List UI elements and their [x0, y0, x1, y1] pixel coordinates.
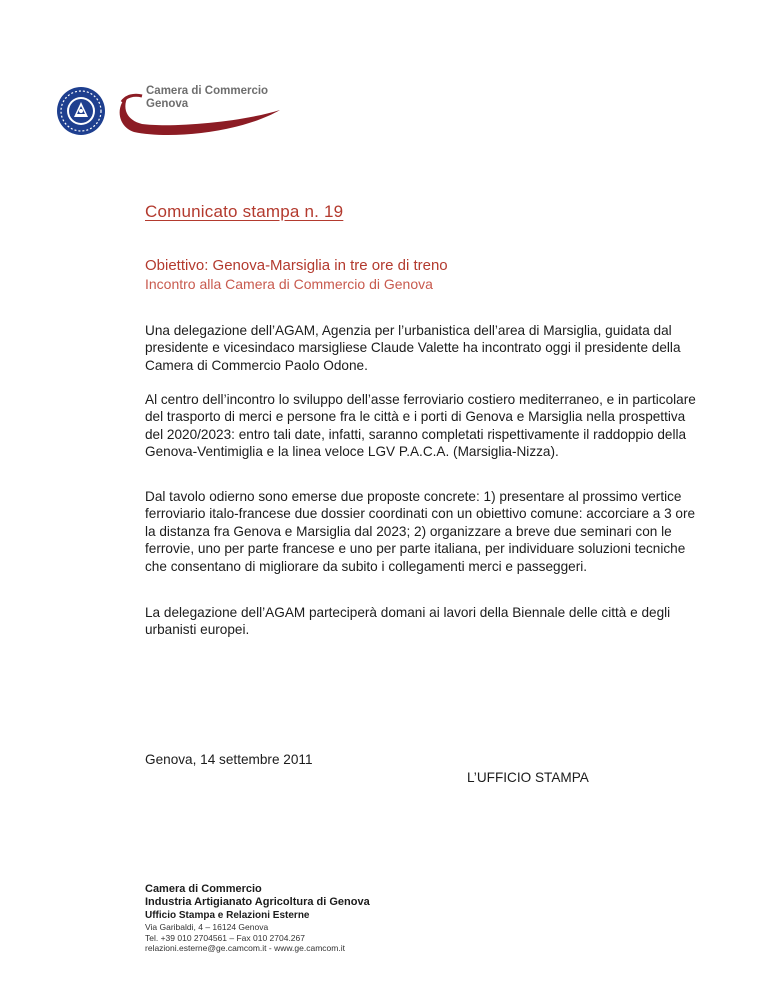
- paragraph-1: Una delegazione dell’AGAM, Agenzia per l’urbanistica dell’area di Marsiglia, guidata dal presidente e vicesindaco marsigliese Claude Valette ha incontrato oggi il presidente della Camera di Commercio Paolo Odone.: [145, 323, 681, 373]
- page-title: Comunicato stampa n. 19: [145, 202, 344, 221]
- logo-text-line2: Genova: [146, 98, 189, 110]
- date-line: Genova, 14 settembre 2011: [145, 752, 313, 767]
- footer-line2: Industria Artigianato Agricoltura di Genova: [145, 896, 370, 908]
- seal-emblem-icon: [56, 86, 106, 136]
- footer-line1: Camera di Commercio: [145, 883, 262, 895]
- logo-text-line1: Camera di Commercio: [146, 85, 269, 97]
- footer-contacts: relazioni.esterne@ge.camcom.it - www.ge.camcom.it: [145, 943, 345, 953]
- ship-swoosh-icon: [112, 92, 282, 138]
- footer: [145, 883, 370, 954]
- paragraph-3: Dal tavolo odierno sono emerse due proposte concrete: 1) presentare al prossimo vertice ferroviario italo-francese due dossier coordinati con un obiettivo comune: accorciare a 3 ore la distanza fra Genova e Marsiglia dal 2023; 2) organizzare a breve due seminari con le ferrovie, uno per parte francese e uno per parte italiana, per individuare soluzioni tecniche che consentano di migliorare da subito i collegamenti merci e passeggeri.: [145, 489, 696, 574]
- footer-address: Via Garibaldi, 4 – 16124 Genova: [145, 922, 269, 932]
- signature: L’UFFICIO STAMPA: [467, 770, 589, 785]
- subtitle: Obiettivo: Genova-Marsiglia in tre ore di treno: [145, 257, 448, 274]
- paragraph-4: La delegazione dell’AGAM parteciperà domani ai lavori della Biennale delle città e degli urbanisti europei.: [145, 605, 671, 638]
- paragraph-2: Al centro dell’incontro lo sviluppo dell’asse ferroviario costiero mediterraneo, e in particolare del trasporto di merci e persone fra le città e i porti di Genova e Marsiglia nella prospettiva del 2020/2023: entro tali date, infatti, saranno completati rispettivamente il raddoppio della Genova-Ventimiglia e la linea veloce LGV P.A.C.A. (Marsiglia-Nizza).: [145, 392, 696, 460]
- subheading: Incontro alla Camera di Commercio di Genova: [145, 276, 433, 292]
- footer-phone: Tel. +39 010 2704561 – Fax 010 2704.267: [145, 932, 305, 943]
- footer-line3: Ufficio Stampa e Relazioni Esterne: [145, 910, 310, 921]
